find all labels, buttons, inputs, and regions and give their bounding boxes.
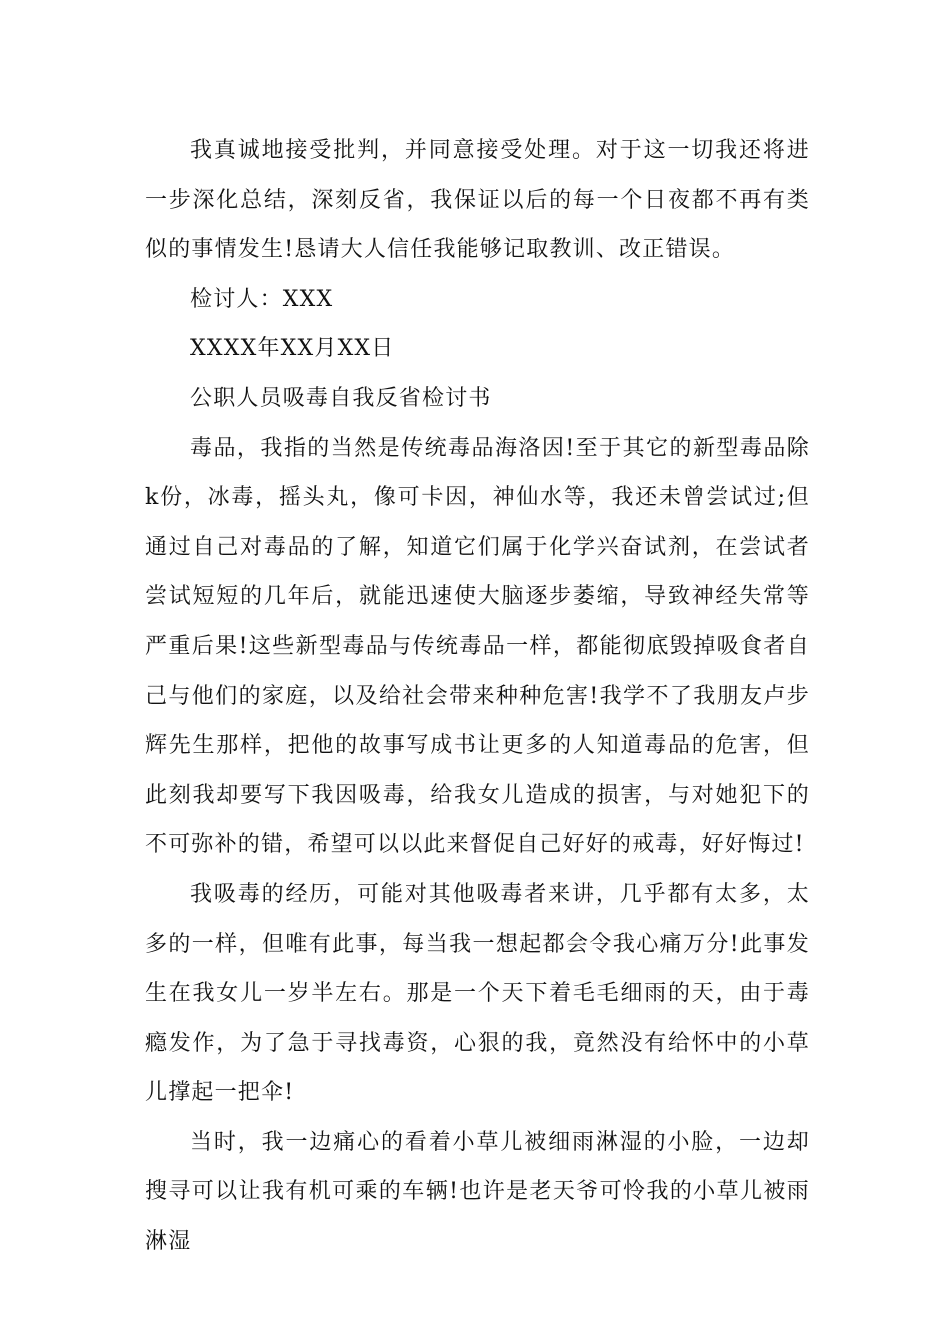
paragraph-experience: 我吸毒的经历，可能对其他吸毒者来讲，几乎都有太多，太多的一样，但唯有此事，每当我一想起都会令我心痛万分!此事发生在我女儿一岁半左右。那是一个天下着毛毛细雨的天，由于毒瘾发作，为了急于寻找毒资，心狠的我，竟然没有给怀中的小草儿撑起一把伞! [145,881,810,1106]
paragraph-rain: 当时，我一边痛心的看着小草儿被细雨淋湿的小脸，一边却搜寻可以让我有机可乘的车辆!也许是老天爷可怜我的小草儿被雨淋湿 [145,1129,810,1255]
section-title: 公职人员吸毒自我反省检讨书 [190,385,492,411]
signer-line: 检讨人：XXX [190,286,334,312]
document-body [145,126,810,1267]
date-line: XXXX年XX月XX日 [190,336,395,362]
paragraph-drugs: 毒品，我指的当然是传统毒品海洛因!至于其它的新型毒品除k份，冰毒，摇头丸，像可卡因，神仙水等，我还未曾尝试过;但通过自己对毒品的了解，知道它们属于化学兴奋试剂，在尝试者尝试短短的几年后，就能迅速使大脑逐步萎缩，导致神经失常等严重后果!这些新型毒品与传统毒品一样，都能彻底毁掉吸食者自己与他们的家庭，以及给社会带来种种危害!我学不了我朋友卢步辉先生那样，把他的故事写成书让更多的人知道毒品的危害，但此刻我却要写下我因吸毒，给我女儿造成的损害，与对她犯下的不可弥补的错，希望可以以此来督促自己好好的戒毒，好好悔过! [145,435,810,858]
paragraph-acceptance: 我真诚地接受批判，并同意接受处理。对于这一切我还将进一步深化总结，深刻反省，我保证以后的每一个日夜都不再有类似的事情发生!恳请大人信任我能够记取教训、改正错误。 [145,138,810,263]
